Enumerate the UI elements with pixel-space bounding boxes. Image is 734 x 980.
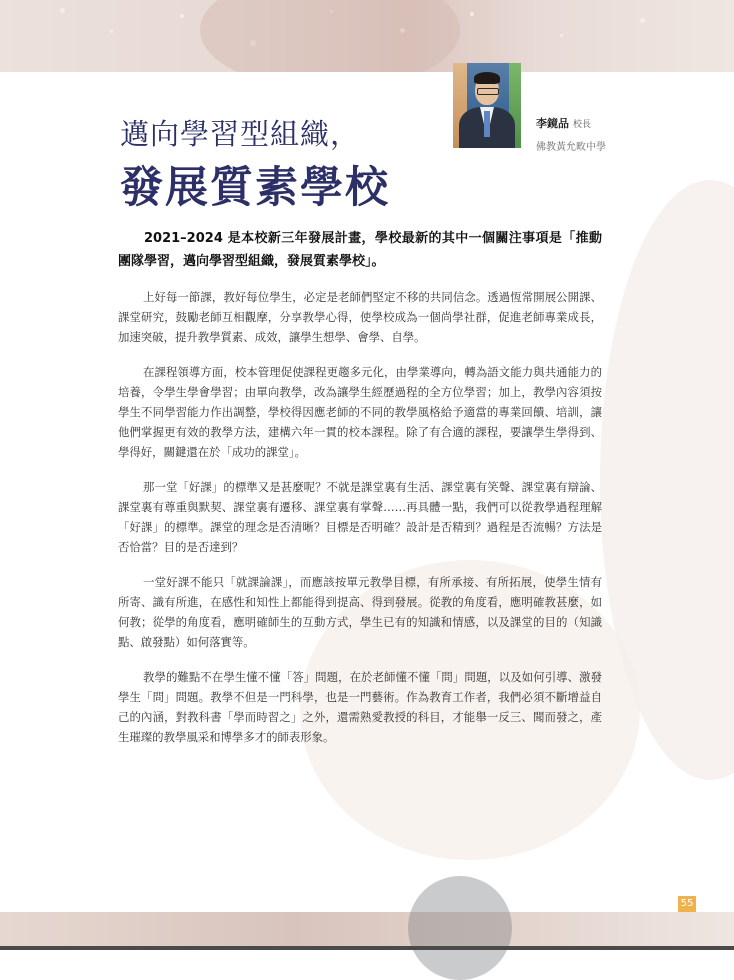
decor-dot [110, 30, 113, 33]
decor-blob [200, 0, 460, 72]
body-paragraph: 一堂好課不能只「就課論課」，而應該按單元教學目標，有所承接、有所拓展，使學生情有所寄、識有所進，在感性和知性上都能得到提高、得到發展。從教的角度看，應明確教甚麼，如何教；從學的角度看，應明確師生的互動方式，學生已有的知識和情感，以及課堂的目的（知識點、啟發點）如何落實等。 [118, 575, 602, 649]
lead-paragraph: 2021–2024 是本校新三年發展計畫，學校最新的其中一個關注事項是「推動團隊學習，邁向學習型組織，發展質素學校」。 [118, 231, 602, 269]
page-number: 55 [678, 896, 696, 912]
article-body [118, 227, 602, 762]
bottom-rule [0, 946, 734, 950]
decor-dot [560, 34, 563, 37]
decor-dot [180, 14, 184, 18]
decor-dot [470, 12, 474, 16]
author-portrait [453, 63, 521, 148]
author-school: 佛教黃允畋中學 [536, 142, 606, 153]
author-name-text: 李鏡品 [536, 117, 569, 130]
top-decorative-band [0, 0, 734, 72]
body-paragraph: 教學的難點不在學生懂不懂「答」問題，在於老師懂不懂「問」問題，以及如何引導、激發學生「問」問題。教學不但是一門科學，也是一門藝術。作為教育工作者，我們必須不斷增益自己的內涵，對教科書「學而時習之」之外，還需熟愛教授的科目，才能舉一反三、聞而發之，產生璀璨的教學風采和博學多才的師表形象。 [118, 670, 602, 744]
body-paragraph: 上好每一節課，教好每位學生，必定是老師們堅定不移的共同信念。透過恆常開展公開課、課堂研究，鼓勵老師互相觀摩，分享教學心得，使學校成為一個尚學社群，促進老師專業成長，加速突破，提升教學質素、成效，讓學生想學、會學、自學。 [118, 290, 602, 344]
author-name [536, 115, 591, 131]
bottom-decorative-band [0, 912, 734, 950]
body-paragraph: 那一堂「好課」的標準又是甚麼呢？不就是課堂裏有生活、課堂裏有笑聲、課堂裏有辯論、課堂裏有尊重與默契、課堂裏有遷移、課堂裏有掌聲……再具體一點，我們可以從教學過程理解「好課」的標準。課堂的理念是否清晰？目標是否明確？設計是否精到？過程是否流暢？方法是否恰當？目的是否達到？ [118, 480, 602, 554]
portrait-tie [484, 111, 490, 137]
portrait-glasses [477, 88, 499, 95]
decor-dot [640, 18, 645, 23]
article-title-line1: 邁向學習型組織， [120, 117, 361, 151]
portrait-hair [474, 72, 500, 84]
decor-circle [408, 876, 512, 980]
article-title-line2: 發展質素學校 [120, 163, 390, 213]
body-paragraph: 在課程領導方面，校本管理促使課程更趨多元化，由學業導向，轉為語文能力與共通能力的培養，令學生學會學習；由單向教學，改為讓學生經歷過程的全方位學習；加上，教學內容須按學生不同學習能力作出調整，學校得因應老師的不同的教學風格給予適當的專業回饋、培訓，讓他們掌握更有效的教學方法，建構六年一貫的校本課程。除了有合適的課程，要讓學生學得到、學得好，關鍵還在於「成功的課堂」。 [118, 365, 602, 459]
decor-dot [60, 8, 65, 13]
author-role: 校長 [573, 120, 592, 130]
